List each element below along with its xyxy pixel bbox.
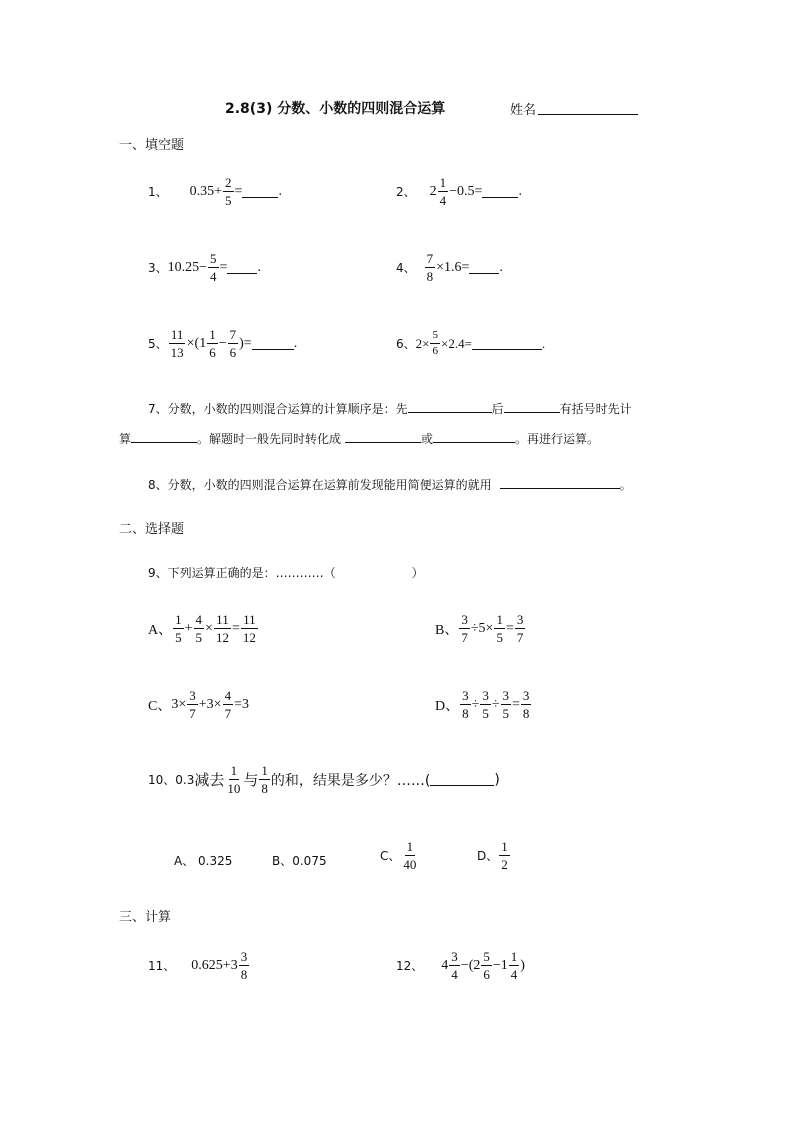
times-op: × (178, 696, 187, 712)
period: . (293, 335, 298, 351)
numerator: 1 (209, 327, 216, 342)
fraction (187, 689, 198, 720)
q9-option-b (435, 613, 526, 644)
denominator: 5 (195, 630, 203, 645)
q9-option-c (148, 689, 249, 720)
q5-blank[interactable] (252, 337, 294, 350)
q10-option-c (380, 840, 419, 871)
numerator: 3 (189, 688, 196, 703)
q7-blank-3[interactable] (131, 430, 197, 443)
numerator: 11 (243, 612, 256, 627)
numerator: 3 (462, 688, 469, 703)
q10-blank[interactable] (430, 773, 494, 786)
fraction (225, 764, 242, 795)
fraction (194, 613, 205, 644)
question-2 (396, 176, 522, 207)
q4-fraction (425, 252, 436, 283)
q10-rest-text: 的和，结果是多少？……( (270, 772, 431, 789)
numerator: 1 (496, 612, 503, 627)
denominator: 4 (510, 967, 518, 982)
fraction (480, 689, 491, 720)
denominator: 5 (496, 630, 503, 645)
whole-number: 1 (199, 335, 207, 351)
minus-op: − (449, 183, 458, 199)
denominator: 5 (502, 706, 509, 721)
period: . (499, 259, 503, 275)
left-paren: ( (194, 335, 200, 351)
fraction (499, 840, 510, 871)
numerator: 5 (210, 251, 217, 266)
q4-label: 4、 (396, 261, 416, 275)
denominator: 6 (432, 345, 438, 357)
fraction (494, 613, 505, 644)
section-fill-in: 一、填空题 (119, 138, 185, 153)
equals: = (231, 620, 240, 636)
fraction (449, 950, 460, 981)
numerator: 1 (230, 763, 238, 778)
q2-label: 2、 (396, 185, 416, 199)
q7-text-f: 或 (421, 432, 434, 446)
q7-blank-4[interactable] (345, 430, 421, 443)
divide-op: ÷ (470, 620, 479, 636)
fraction (501, 689, 512, 720)
q1-fraction (223, 176, 234, 207)
question-1 (148, 176, 282, 207)
denominator: 8 (426, 269, 434, 284)
question-7-line-1 (148, 400, 632, 417)
option-label: D、 (477, 849, 499, 863)
denominator: 5 (225, 193, 232, 208)
denominator: 8 (462, 706, 469, 721)
q7-text-e: 。解题时一般先同时转化成 (197, 432, 342, 446)
fraction (401, 840, 418, 871)
option-label: C、 (148, 698, 172, 714)
equals: = (464, 335, 472, 351)
equals: = (234, 696, 242, 712)
q9-text: 9、下列运算正确的是：…………（ (148, 566, 336, 580)
question-9 (148, 564, 424, 581)
equals: = (243, 335, 252, 351)
plus-op: + (198, 696, 207, 712)
q9-close: ） (411, 566, 424, 580)
denominator: 12 (242, 630, 256, 645)
period: . (257, 259, 261, 275)
times-op: × (485, 620, 494, 636)
option-label: A、 (148, 622, 173, 638)
fraction (460, 689, 471, 720)
q10-and-word: 与 (243, 771, 259, 789)
denominator: 4 (210, 269, 217, 284)
q2-term: 0.5 (457, 183, 475, 199)
q7-blank-2[interactable] (504, 400, 560, 413)
equals: = (474, 183, 483, 199)
fraction (241, 613, 258, 644)
q8-text: 8、分数，小数的四则混合运算在运算前发现能用简便运算的就用 (148, 478, 492, 492)
times-op: × (205, 620, 213, 636)
fraction (521, 689, 532, 720)
times-op: × (422, 335, 430, 351)
denominator: 12 (215, 630, 229, 645)
q10-option-d (477, 840, 511, 871)
divide-op: ÷ (471, 696, 480, 712)
numerator: 1 (175, 612, 182, 627)
q7-blank-5[interactable] (433, 430, 515, 443)
question-11 (148, 950, 250, 981)
numerator: 4 (195, 612, 203, 627)
minus-op: − (199, 259, 208, 275)
denominator: 40 (403, 857, 417, 872)
denominator: 5 (482, 706, 489, 721)
fraction (214, 613, 231, 644)
plus-op: + (214, 183, 223, 199)
minus-op: − (218, 335, 227, 351)
q5-fraction-2 (207, 328, 218, 359)
denominator: 4 (439, 193, 447, 208)
fraction (515, 613, 526, 644)
q1-blank[interactable] (242, 185, 278, 198)
q7-text-g: 。再进行运算。 (515, 432, 600, 446)
denominator: 13 (170, 345, 184, 360)
divide-op: ÷ (491, 696, 500, 712)
option-label: B、 (435, 622, 459, 638)
numerator: 11 (216, 612, 229, 627)
numerator: 1 (406, 839, 414, 854)
period: . (278, 183, 282, 199)
q7-blank-1[interactable] (408, 400, 492, 413)
q1-term: 0.35 (189, 183, 215, 199)
q6-label: 6、 (396, 337, 416, 351)
numerator: 1 (261, 763, 268, 778)
question-7-line-2 (119, 430, 599, 447)
denominator: 2 (501, 857, 508, 872)
numerator: 3 (516, 612, 524, 627)
numerator: 3 (461, 612, 468, 627)
q4-term: 1.6 (444, 259, 462, 275)
q10-minus-word: 减去 (194, 771, 225, 789)
q2-blank[interactable] (482, 185, 518, 198)
q6-fraction (430, 330, 440, 357)
whole-number: 2 (429, 183, 437, 199)
whole-number: 4 (441, 957, 449, 973)
denominator: 4 (451, 967, 458, 982)
whole-number: 3 (206, 696, 214, 712)
question-12 (396, 950, 525, 981)
times-op: × (213, 696, 222, 712)
fraction (223, 689, 234, 720)
right-paren: ) (520, 957, 525, 973)
q10-close: ) (494, 771, 500, 788)
denominator: 5 (175, 630, 182, 645)
times-op: × (186, 335, 195, 351)
times-op: × (436, 259, 445, 275)
left-paren: ( (468, 957, 474, 973)
result: 3 (241, 696, 249, 712)
whole-number: 2 (473, 957, 481, 973)
numerator: 4 (224, 688, 232, 703)
plus-op: + (222, 957, 231, 973)
q10-option-b: B、0.075 (272, 854, 327, 868)
numerator: 3 (451, 949, 458, 964)
name-label: 姓名 (510, 103, 537, 118)
fraction (459, 613, 470, 644)
fraction (239, 950, 250, 981)
section-choice: 二、选择题 (119, 522, 185, 537)
whole-number: 1 (500, 957, 508, 973)
fraction (173, 613, 184, 644)
fraction (259, 764, 270, 795)
denominator: 7 (516, 630, 524, 645)
q9-option-a (148, 613, 259, 644)
q11-term: 0.625 (191, 957, 223, 973)
q8-blank[interactable] (500, 476, 620, 489)
option-label: D、 (435, 698, 460, 714)
numerator: 1 (501, 839, 508, 854)
numerator: 1 (439, 175, 447, 190)
numerator: 5 (483, 949, 490, 964)
numerator: 2 (225, 175, 232, 190)
q12-label: 12、 (396, 959, 424, 973)
q5-fraction-1 (169, 328, 186, 359)
numerator: 3 (502, 688, 509, 703)
q2-fraction (438, 176, 449, 207)
equals: = (219, 259, 228, 275)
question-4 (396, 252, 503, 283)
minus-op: − (492, 957, 501, 973)
q6-term: 2 (415, 335, 423, 351)
denominator: 6 (483, 967, 490, 982)
equals: = (505, 620, 514, 636)
question-6 (396, 330, 545, 357)
q5-fraction-3 (228, 328, 239, 359)
times-op: × (440, 335, 449, 351)
denominator: 10 (227, 781, 241, 796)
minus-op: − (460, 957, 469, 973)
numerator: 5 (430, 330, 440, 344)
whole-number: 5 (478, 620, 486, 636)
numerator: 3 (482, 688, 489, 703)
numerator: 3 (522, 688, 530, 703)
q10-option-a: A、 0.325 (174, 854, 233, 868)
numerator: 11 (170, 327, 184, 342)
numerator: 1 (510, 949, 518, 964)
q3-fraction (208, 252, 219, 283)
q3-label: 3、 (148, 261, 168, 275)
option-label: C、 (380, 849, 401, 863)
q3-term: 10.25 (167, 259, 200, 275)
denominator: 7 (461, 630, 468, 645)
denominator: 8 (240, 967, 248, 982)
numerator: 7 (426, 251, 434, 266)
equals: = (234, 183, 243, 199)
equals: = (512, 696, 520, 712)
section-calculate: 三、计算 (119, 910, 172, 925)
question-10 (148, 764, 500, 795)
fraction (509, 950, 520, 981)
denominator: 6 (209, 345, 216, 360)
q9-option-d (435, 689, 532, 720)
denominator: 6 (229, 345, 237, 360)
denominator: 7 (224, 706, 232, 721)
question-5 (148, 328, 297, 359)
numerator: 7 (229, 327, 237, 342)
period: . (541, 335, 546, 351)
plus-op: + (184, 620, 193, 636)
right-paren: ) (239, 335, 244, 351)
q8-end: 。 (619, 478, 632, 492)
name-blank[interactable] (538, 114, 638, 115)
q10-label: 10、0.3 (148, 773, 195, 787)
q7-text-b: 后 (491, 402, 504, 416)
denominator: 8 (261, 781, 268, 796)
q7-text-a: 7、分数，小数的四则混合运算的计算顺序是：先 (148, 402, 408, 416)
numerator: 3 (240, 949, 248, 964)
q3-blank[interactable] (227, 261, 257, 274)
q1-label: 1、 (148, 185, 168, 199)
period: . (518, 183, 522, 199)
equals: = (461, 259, 470, 275)
q7-text-c: 有括号时先计 (559, 402, 632, 416)
q7-text-d: 算 (119, 432, 132, 446)
q6-blank[interactable] (472, 337, 542, 350)
q6-term-2: 2.4 (448, 335, 465, 351)
question-3 (148, 252, 261, 283)
q4-blank[interactable] (469, 261, 499, 274)
q5-label: 5、 (148, 337, 168, 351)
denominator: 8 (522, 706, 530, 721)
fraction (481, 950, 492, 981)
whole-number: 3 (230, 957, 238, 973)
whole-number: 3 (171, 696, 179, 712)
q11-label: 11、 (148, 959, 176, 973)
denominator: 7 (189, 706, 196, 721)
page-title: 2.8(3) 分数、小数的四则混合运算 (225, 101, 446, 117)
question-8 (148, 476, 632, 493)
